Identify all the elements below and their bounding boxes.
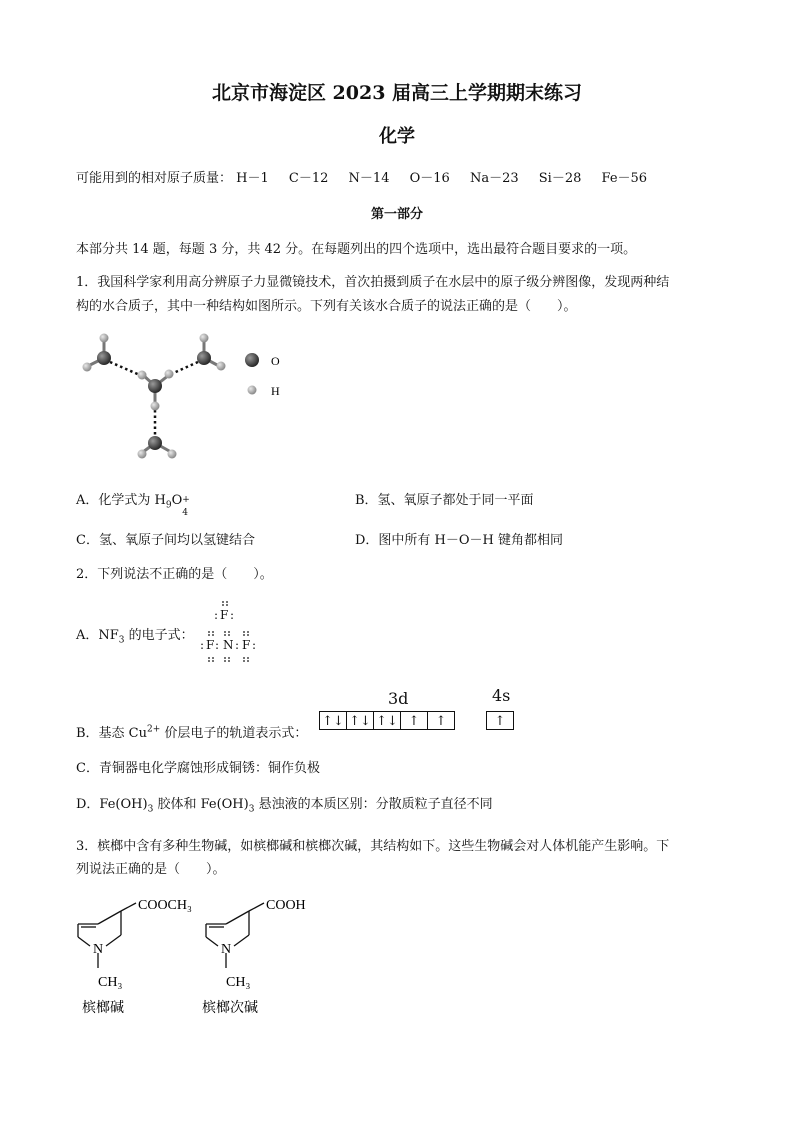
arecaidine-carboxyl-group: COOH [266, 898, 306, 913]
nf3-lewis-structure: F : : F : : N : F : [198, 600, 262, 668]
lewis-n-center: N [223, 638, 234, 652]
orbital-box: ↑↓ [373, 711, 401, 730]
atomic-mass-si: Si－28 [538, 171, 582, 186]
hydrogen-atom [100, 334, 109, 343]
lewis-f-right: F [242, 638, 251, 652]
arecoline-structure [78, 903, 136, 968]
oxygen-atom [97, 351, 111, 365]
arecoline-name: 槟榔碱 [82, 1000, 124, 1016]
legend-oxygen-swatch [245, 353, 259, 367]
subject-title: 化学 [379, 126, 415, 147]
hydrogen-atom [83, 363, 92, 372]
lewis-f-top: F [220, 608, 229, 622]
q3-stem-line2: 列说法正确的是（ ）。 [76, 862, 226, 877]
hydrogen-atom [200, 334, 209, 343]
hydrogen-atom [138, 450, 147, 459]
q2-option-c: C．青铜器电化学腐蚀形成铜锈：铜作负极 [76, 761, 320, 776]
atomic-mass-fe: Fe－56 [601, 171, 648, 186]
q1-stem-line2: 构的水合质子，其中一种结构如图所示。下列有关该水合质子的说法正确的是（ ）。 [76, 299, 577, 314]
legend-oxygen-label: O [271, 354, 280, 368]
orbital-3d-boxes [320, 710, 455, 730]
q3-stem-line1: 3．槟榔中含有多种生物碱，如槟榔碱和槟榔次碱，其结构如下。这些生物碱会对人体机能产生影响。下 [76, 839, 670, 854]
q1-stem-line1: 1．我国科学家利用高分辨原子力显微镜技术，首次拍摄到质子在水层中的原子级分辨图像，发现两种结 [76, 275, 670, 290]
orbital-4s-label: 4s [492, 686, 511, 705]
atomic-mass-n: N－14 [348, 171, 390, 186]
hydrogen-atom [151, 402, 160, 411]
legend-hydrogen-label: H [271, 384, 280, 398]
lewis-electron-dots [198, 600, 262, 668]
atomic-mass-c: C－12 [288, 171, 329, 186]
orbital-box: ↑ [400, 711, 428, 730]
atomic-mass-na: Na－23 [469, 171, 519, 186]
orbital-box: ↑ [486, 711, 514, 730]
part1-heading: 第一部分 [370, 207, 423, 222]
alkaloid-structures [76, 890, 326, 1025]
q1-option-d: D．图中所有 H－O－H 键角都相同 [355, 533, 564, 548]
q2-option-b: B．基态 $Cu^{2+}$ 价层电子的轨道表示式： [76, 724, 308, 741]
orbital-3d-label: 3d [388, 689, 409, 708]
arecaidine-methyl: CH₃ [226, 975, 251, 990]
orbital-box: ↑ [427, 711, 455, 730]
arecoline-methyl: CH₃ [98, 975, 123, 990]
part1-intro: 本部分共 14 题，每题 3 分，共 42 分。在每题列出的四个选项中，选出最符合题目要求的一项。 [76, 242, 637, 257]
atomic-masses-label: 可能用到的相对原子质量： [76, 171, 233, 186]
arecaidine-structure [206, 903, 264, 968]
hydrated-proton-diagram [76, 328, 306, 468]
hydrogen-atom [138, 371, 147, 380]
q2-stem: 2．下列说法不正确的是（ ）。 [76, 567, 273, 582]
page-title: 北京市海淀区 2023 届高三上学期期末练习 [211, 82, 583, 104]
arecoline-nitrogen: N [93, 942, 104, 957]
orbital-box: ↑↓ [319, 711, 347, 730]
atomic-masses-line [76, 167, 647, 186]
atomic-mass-h: H－1 [236, 171, 269, 186]
q2-option-d: D．$Fe(OH)_3$ 胶体和 $Fe(OH)_3$ 悬浊液的本质区别：分散质粒子直径不同 [76, 797, 493, 815]
q1-option-b: B．氢、氧原子都处于同一平面 [355, 493, 534, 508]
q1-option-c: C．氢、氧原子间均以氢键结合 [76, 533, 255, 548]
orbital-box: ↑↓ [346, 711, 374, 730]
legend-hydrogen-swatch [248, 386, 257, 395]
oxygen-atom [197, 351, 211, 365]
hydrogen-atom [168, 450, 177, 459]
oxygen-atom [148, 379, 162, 393]
q2-option-a: A．$NF_3$ 的电子式： [76, 628, 194, 646]
q1-option-a: A．化学式为 $H_9O$ + 4 [76, 493, 190, 518]
arecaidine-name: 槟榔次碱 [202, 1000, 258, 1016]
lewis-f-left: F [206, 638, 215, 652]
atomic-mass-o: O－16 [409, 171, 450, 186]
arecaidine-nitrogen: N [221, 942, 232, 957]
oxygen-atom [148, 436, 162, 450]
hydrogen-atom [217, 362, 226, 371]
hydrogen-atom [165, 370, 174, 379]
arecoline-ester-group: COOCH₃ [138, 898, 192, 913]
orbital-4s-boxes [487, 710, 514, 730]
